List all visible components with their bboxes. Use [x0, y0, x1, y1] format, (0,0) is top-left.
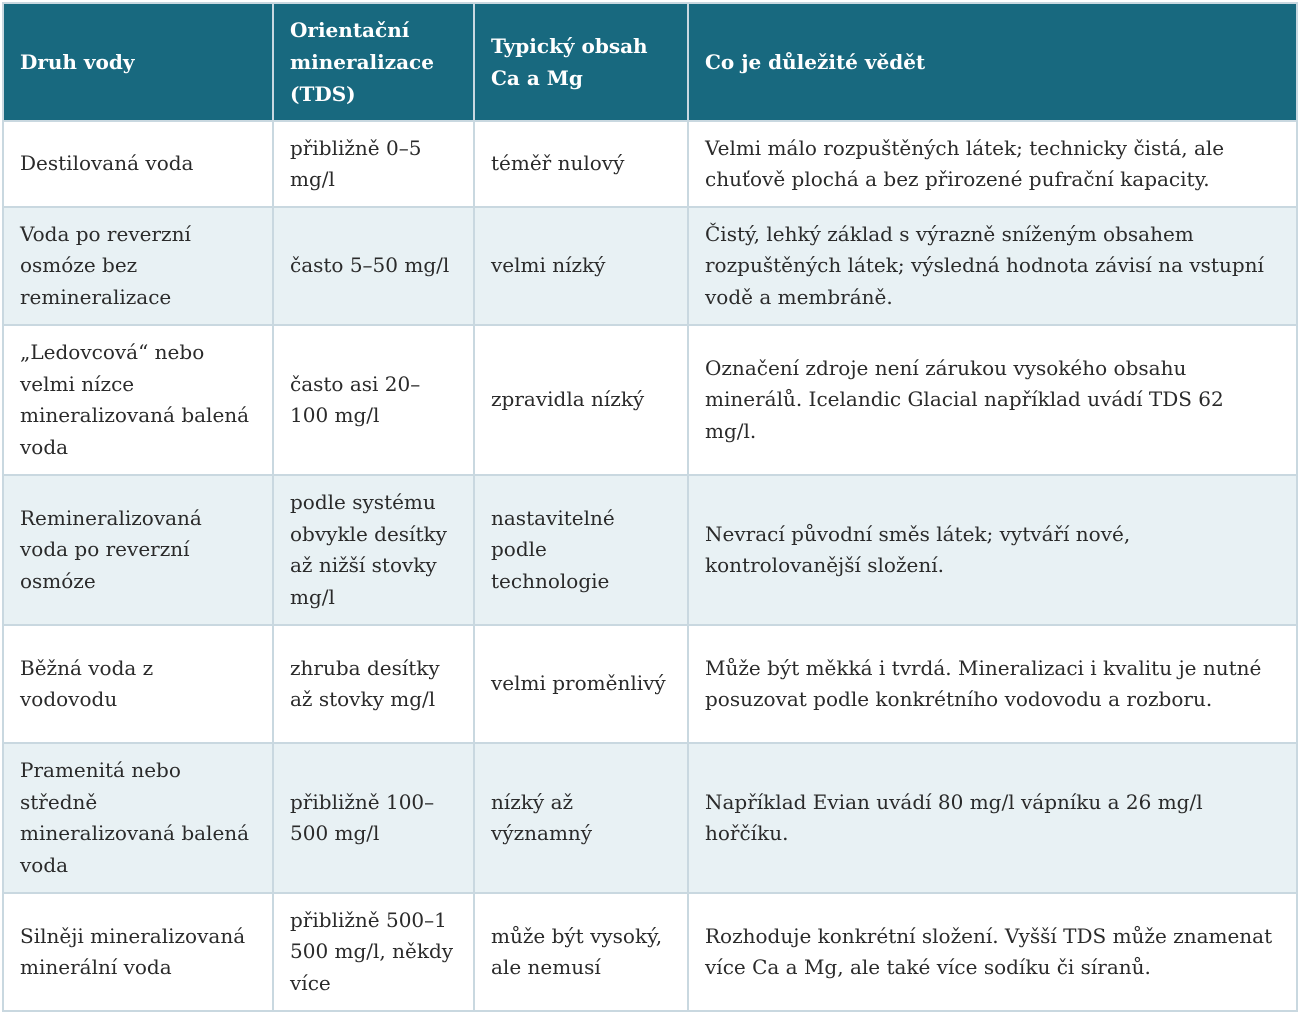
cell-water-type: Pramenitá nebo středně mineralizovaná balená voda — [3, 743, 273, 893]
cell-notes: Velmi málo rozpuštěných látek; technicky čistá, ale chuťově plochá a bez přirozené pufrační kapacity. — [688, 121, 1297, 207]
cell-ca-mg: může být vysoký, ale nemusí — [474, 893, 688, 1011]
table-row — [3, 625, 1297, 743]
cell-notes: Rozhoduje konkrétní složení. Vyšší TDS může znamenat více Ca a Mg, ale také více sodíku či síranů. — [688, 893, 1297, 1011]
cell-water-type: „Ledovcová“ nebo velmi nízce mineralizovaná balená voda — [3, 325, 273, 475]
table-row — [3, 743, 1297, 893]
table-row — [3, 325, 1297, 475]
cell-ca-mg: velmi proměnlivý — [474, 625, 688, 743]
cell-water-type: Voda po reverzní osmóze bez remineralizace — [3, 207, 273, 325]
cell-ca-mg: zpravidla nízký — [474, 325, 688, 475]
cell-water-type: Destilovaná voda — [3, 121, 273, 207]
header-label: Druh vody — [20, 50, 135, 74]
cell-notes: Může být měkká i tvrdá. Mineralizaci i kvalitu je nutné posuzovat podle konkrétního vodovodu a rozboru. — [688, 625, 1297, 743]
header-ca-mg — [474, 3, 688, 121]
cell-tds: přibližně 100–500 mg/l — [273, 743, 474, 893]
cell-water-type: Běžná voda z vodovodu — [3, 625, 273, 743]
water-comparison-table — [2, 2, 1298, 1012]
header-label: Co je důležité vědět — [705, 50, 926, 74]
cell-water-type: Remineralizovaná voda po reverzní osmóze — [3, 475, 273, 625]
cell-ca-mg: téměř nulový — [474, 121, 688, 207]
cell-notes: Například Evian uvádí 80 mg/l vápníku a 26 mg/l hořčíku. — [688, 743, 1297, 893]
table-body — [3, 121, 1297, 1011]
cell-tds: často 5–50 mg/l — [273, 207, 474, 325]
cell-tds: přibližně 500–1 500 mg/l, někdy více — [273, 893, 474, 1011]
cell-notes: Čistý, lehký základ s výrazně sníženým obsahem rozpuštěných látek; výsledná hodnota závisí na vstupní vodě a membráně. — [688, 207, 1297, 325]
header-label: Typický obsah Ca a Mg — [491, 34, 648, 90]
header-row — [3, 3, 1297, 121]
cell-ca-mg: velmi nízký — [474, 207, 688, 325]
header-label: Orientační mineralizace (TDS) — [290, 18, 434, 106]
cell-notes: Nevrací původní směs látek; vytváří nové, kontrolovanější složení. — [688, 475, 1297, 625]
table-row — [3, 121, 1297, 207]
table-row — [3, 893, 1297, 1011]
table-row — [3, 207, 1297, 325]
cell-ca-mg: nízký až významný — [474, 743, 688, 893]
cell-tds: podle systému obvykle desítky až nižší stovky mg/l — [273, 475, 474, 625]
header-water-type — [3, 3, 273, 121]
table-row — [3, 475, 1297, 625]
table-header — [3, 3, 1297, 121]
cell-tds: zhruba desítky až stovky mg/l — [273, 625, 474, 743]
cell-tds: často asi 20–100 mg/l — [273, 325, 474, 475]
header-notes — [688, 3, 1297, 121]
cell-water-type: Silněji mineralizovaná minerální voda — [3, 893, 273, 1011]
cell-ca-mg: nastavitelné podle technologie — [474, 475, 688, 625]
cell-tds: přibližně 0–5 mg/l — [273, 121, 474, 207]
header-tds — [273, 3, 474, 121]
cell-notes: Označení zdroje není zárukou vysokého obsahu minerálů. Icelandic Glacial například uvádí TDS 62 mg/l. — [688, 325, 1297, 475]
